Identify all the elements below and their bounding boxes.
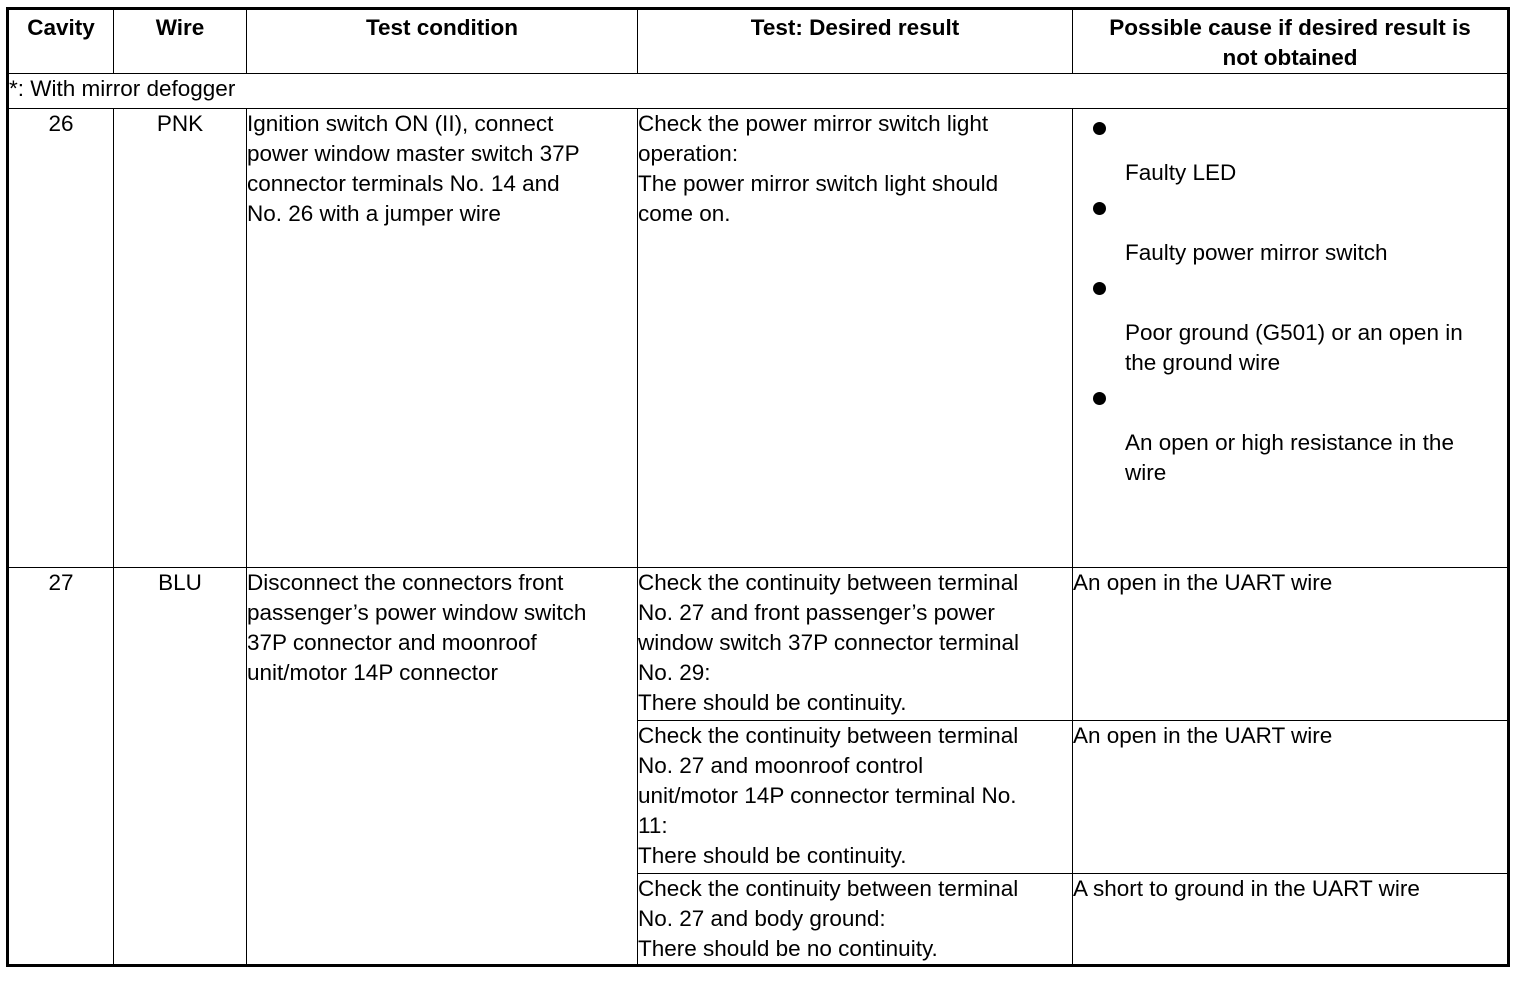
table-row-cavity-27 [8, 568, 1509, 721]
cavity-cell: 26 [8, 109, 114, 568]
desired-result-cell: Check the continuity between terminal No. 27 and body ground: There should be no continuity. [638, 874, 1073, 966]
bullet-icon [1093, 202, 1106, 215]
note-row [8, 74, 1509, 109]
test-condition-cell: Disconnect the connectors front passenger’s power window switch 37P connector and moonroof unit/motor 14P connector [247, 568, 638, 966]
header-desired-result: Test: Desired result [638, 9, 1073, 74]
header-row [8, 9, 1509, 74]
possible-cause-cell: An open in the UART wire [1073, 721, 1509, 874]
list-item: Faulty power mirror switch [1073, 193, 1507, 268]
list-item: Faulty LED [1073, 113, 1507, 188]
test-condition-cell: Ignition switch ON (II), connect power window master switch 37P connector terminals No. 14 and No. 26 with a jumper wire [247, 109, 638, 568]
header-cavity: Cavity [8, 9, 114, 74]
connector-test-table [6, 7, 1510, 967]
possible-cause-cell: An open in the UART wire [1073, 568, 1509, 721]
possible-cause-cell [1073, 109, 1509, 568]
table-row-cavity-26 [8, 109, 1509, 568]
bullet-icon [1093, 122, 1106, 135]
mirror-defogger-note: *: With mirror defogger [8, 74, 1509, 109]
header-test-condition: Test condition [247, 9, 638, 74]
desired-result-cell: Check the power mirror switch light operation: The power mirror switch light should come on. [638, 109, 1073, 568]
bullet-icon [1093, 392, 1106, 405]
list-item: An open or high resistance in the wire [1073, 383, 1507, 488]
list-item: Poor ground (G501) or an open in the ground wire [1073, 273, 1507, 378]
header-wire: Wire [114, 9, 247, 74]
desired-result-cell: Check the continuity between terminal No. 27 and moonroof control unit/motor 14P connector terminal No. 11: There should be continuity. [638, 721, 1073, 874]
bullet-icon [1093, 282, 1106, 295]
header-possible-cause: Possible cause if desired result is not obtained [1073, 9, 1509, 74]
wire-cell: PNK [114, 109, 247, 568]
cause-list [1073, 113, 1507, 488]
wire-cell: BLU [114, 568, 247, 966]
cavity-cell: 27 [8, 568, 114, 966]
desired-result-cell: Check the continuity between terminal No. 27 and front passenger’s power window switch 37P connector terminal No. 29: There should be continuity. [638, 568, 1073, 721]
possible-cause-cell: A short to ground in the UART wire [1073, 874, 1509, 966]
